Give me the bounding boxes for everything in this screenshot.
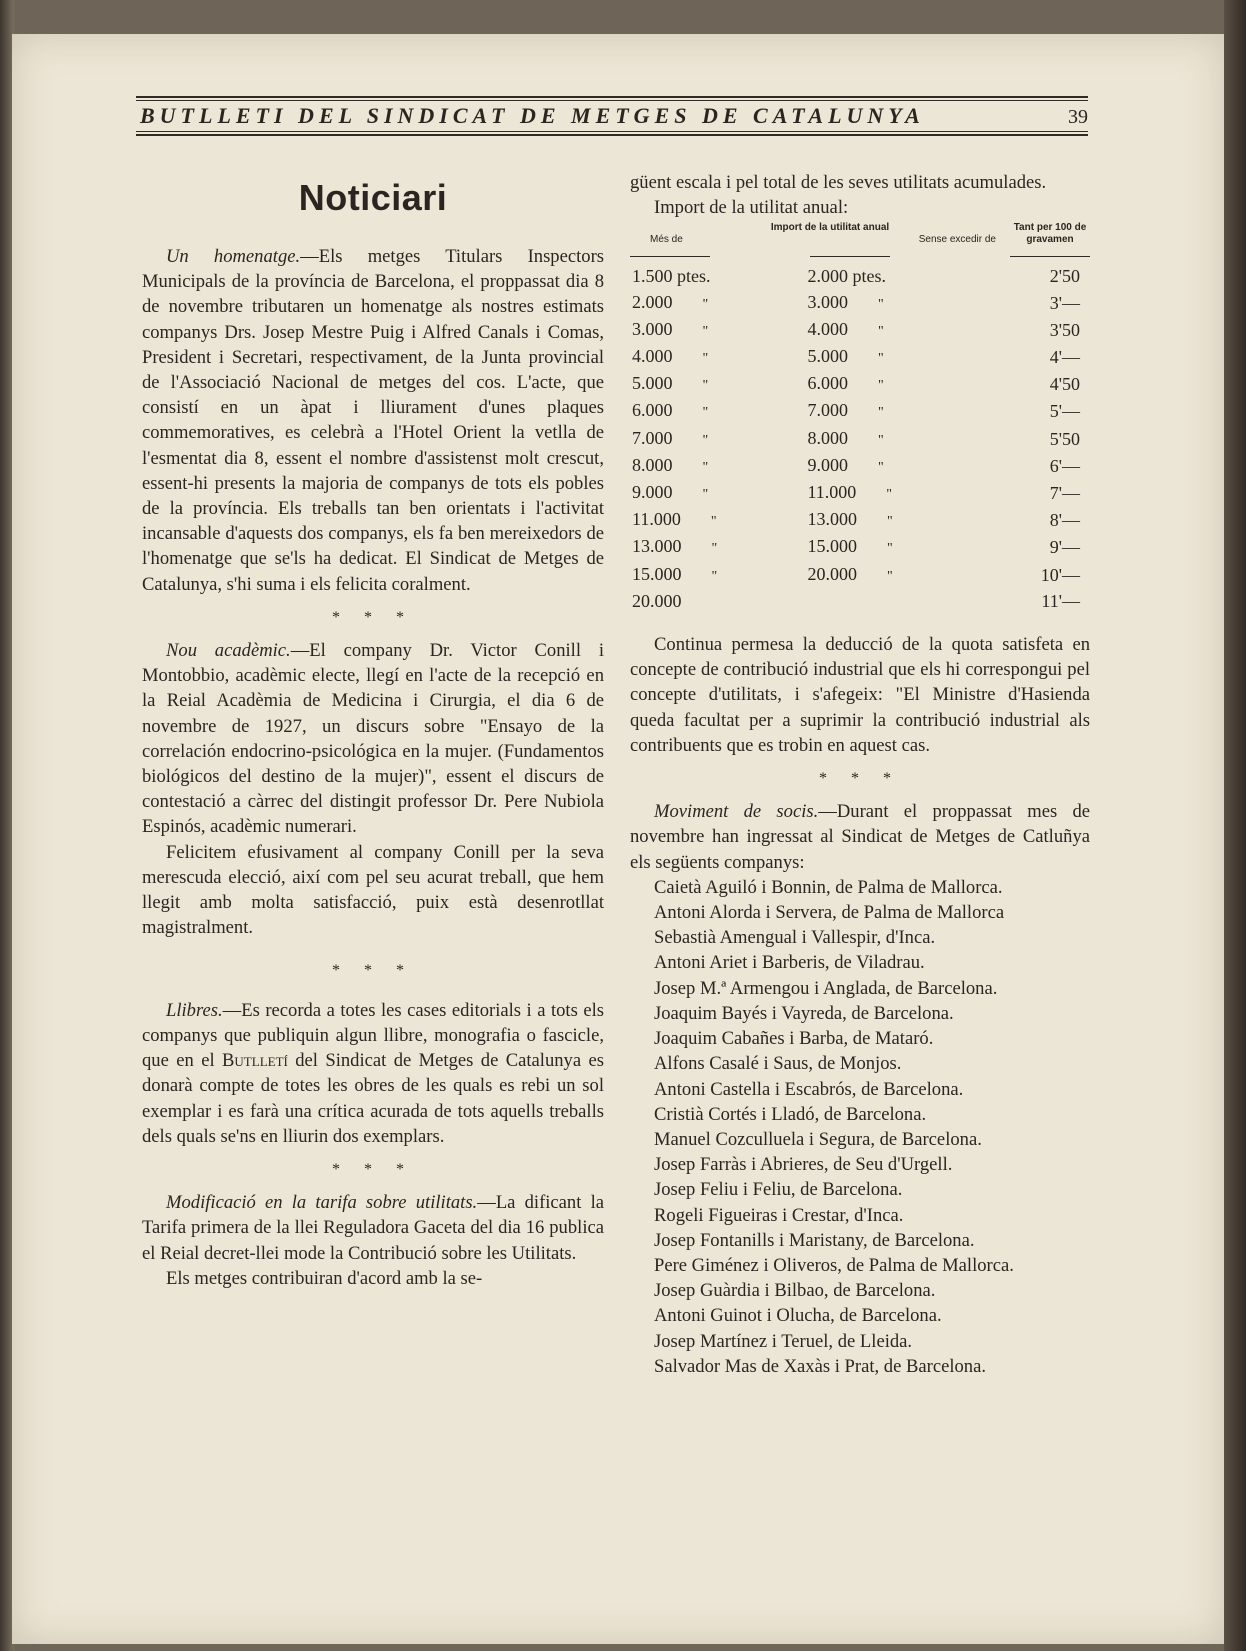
list-item: Josep Fontanills i Maristany, de Barcelona.: [654, 1229, 975, 1251]
rule: [630, 256, 710, 257]
cell-tant-per-100: 10'—: [1040, 564, 1080, 585]
journal-title: BUTLLETI DEL SINDICAT DE METGES DE CATALUNYA: [140, 103, 925, 128]
table-header-rules: [630, 246, 1090, 264]
article-head: Moviment de socis.: [654, 801, 819, 823]
ditto-mark: ": [711, 568, 718, 584]
cell-mes-de: 1.500 ptes.: [632, 266, 711, 287]
ditto-mark: ": [886, 514, 893, 530]
table-row: [630, 264, 1090, 289]
cell-tant-per-100: 3'—: [1049, 292, 1080, 313]
table-header-sense-excedir: Sense excedir de: [918, 234, 996, 246]
left-column: [142, 170, 604, 1291]
ditto-mark: ": [877, 351, 884, 367]
running-header: [136, 96, 1088, 136]
cell-mes-de: 3.000 ": [632, 318, 709, 339]
cell-sense-excedir: 9.000 ": [807, 454, 884, 475]
cell-tant-per-100: 11'—: [1041, 590, 1080, 611]
ditto-mark: ": [877, 405, 884, 421]
list-item: Manuel Cozculluela i Segura, de Barcelona.: [654, 1128, 982, 1150]
article-body: —El company Dr. Victor Conill i Montobbio, acadèmic electe, llegí en l'acte de la recepció en la Reial Acadèmia de Medicina i Cirurgia, el dia 6 de novembre de 1927, un discurs sobre "Ensayo de la correlación endocrino-psicológica en la mujer. (Fundamentos biológicos del destino de la mujer)", essent el discurs de contestació a càrrec del distingit professor Dr. Pere Nubiola Espinós, acadèmic numerari.: [142, 640, 604, 838]
ditto-mark: ": [710, 514, 717, 530]
cell-mes-de: 7.000 ": [632, 427, 709, 448]
list-item: Sebastià Amengual i Vallespir, d'Inca.: [654, 927, 936, 949]
list-item: Josep Martínez i Teruel, de Lleida.: [654, 1330, 913, 1352]
ditto-mark: ": [702, 487, 709, 503]
cell-mes-de: 15.000 ": [632, 563, 718, 584]
article-moviment: [630, 799, 1090, 875]
cell-sense-excedir: 15.000 ": [807, 536, 893, 557]
ditto-mark: ": [702, 378, 709, 394]
cell-sense-excedir: 4.000 ": [807, 318, 884, 339]
list-item: Antoni Castella i Escabrós, de Barcelona.: [654, 1078, 964, 1100]
ditto-mark: ": [886, 541, 893, 557]
article-homenatge: [142, 244, 604, 597]
cell-sense-excedir: 8.000 ": [807, 427, 884, 448]
continued-text: güent escala i pel total de les seves utilitats acumulades.: [630, 172, 1047, 193]
ditto-mark: ": [877, 432, 884, 448]
separator-stars: * * *: [819, 770, 901, 788]
table-header-main: Import de la utilitat anual: [770, 222, 890, 234]
separator-stars: * * *: [332, 608, 414, 626]
ditto-mark: ": [877, 296, 884, 312]
cell-sense-excedir: [807, 589, 1001, 614]
table-row: [630, 426, 1090, 453]
article-nou-academic: [142, 638, 604, 840]
cell-sense-excedir: 2.000 ptes.: [807, 266, 886, 287]
table-row: [630, 344, 1090, 371]
list-item: Josep Feliu i Feliu, de Barcelona.: [654, 1179, 903, 1201]
cell-sense-excedir: 5.000 ": [807, 346, 884, 367]
cell-tant-per-100: 9'—: [1049, 537, 1080, 558]
list-item: Pere Giménez i Oliveros, de Palma de Mallorca.: [654, 1254, 1014, 1276]
ditto-mark: ": [702, 323, 709, 339]
cell-sense-excedir: 11.000 ": [807, 482, 893, 503]
cell-sense-excedir: 3.000 ": [807, 291, 884, 312]
cell-mes-de: 20.000: [632, 590, 682, 611]
table-header-mes-de: Més de: [650, 234, 683, 246]
article-head: Llibres.: [166, 999, 223, 1021]
cell-tant-per-100: 3'50: [1049, 319, 1080, 340]
list-item: Josep Farràs i Abrieres, de Seu d'Urgell.: [654, 1154, 953, 1176]
list-item: Rogeli Figueiras i Crestar, d'Inca.: [654, 1204, 904, 1226]
page-number: 39: [1068, 106, 1088, 128]
article-body: del Sindicat de Metges de Catalunya es donarà compte de totes les obres de les quals es rebi un sol exemplar i es farà una crítica acurada de tots aquells treballs dels quals se'ns en lliurin dos exemplars.: [142, 1050, 604, 1147]
table-row: [630, 480, 1090, 507]
list-item: Josep M.ª Armengou i Anglada, de Barcelona.: [654, 977, 998, 999]
article-body: —Durant el proppassat mes de novembre han ingressat al Sindicat de Metges de Catluñya els següents companys:: [630, 801, 1090, 873]
table-row: [630, 453, 1090, 480]
ditto-mark: ": [702, 405, 709, 421]
header-rule-top: [136, 96, 1088, 98]
table-row: [630, 589, 1090, 614]
separator-stars: * * *: [332, 1160, 414, 1178]
cell-tant-per-100: 2'50: [1049, 266, 1080, 287]
list-item: Josep Guàrdia i Bilbao, de Barcelona.: [654, 1280, 936, 1302]
cell-mes-de: 11.000 ": [632, 509, 717, 530]
list-item: Antoni Ariet i Barberis, de Viladrau.: [654, 952, 925, 974]
import-label: Import de la utilitat anual:: [654, 197, 849, 219]
table-row: [630, 290, 1090, 317]
cell-tant-per-100: 7'—: [1049, 483, 1080, 504]
cell-tant-per-100: 6'—: [1049, 455, 1080, 476]
list-item: Salvador Mas de Xaxàs i Prat, de Barcelona.: [654, 1355, 987, 1377]
section-title: Noticiari: [298, 177, 448, 218]
header-rule-bottom: [136, 134, 1088, 136]
article-paragraph: Els metges contribuiran d'acord amb la se-: [166, 1267, 483, 1289]
cell-tant-per-100: 5'50: [1049, 428, 1080, 449]
cell-tant-per-100: 4'—: [1049, 347, 1080, 368]
article-head: Modificació en la tarifa sobre utilitats.: [166, 1192, 478, 1214]
list-item: Antoni Alorda i Servera, de Palma de Mallorca: [654, 902, 1005, 924]
cell-mes-de: 4.000 ": [632, 346, 709, 367]
cell-sense-excedir: 13.000 ": [807, 509, 893, 530]
table-row: [630, 371, 1090, 398]
list-item: Joaquim Cabañes i Barba, de Mataró.: [654, 1028, 934, 1050]
cell-mes-de: 13.000 ": [632, 536, 718, 557]
ditto-mark: ": [702, 351, 709, 367]
butlleti-name: Butlletí: [222, 1050, 288, 1072]
list-item: Alfons Casalé i Saus, de Monjos.: [654, 1053, 902, 1075]
table-row: [630, 507, 1090, 534]
ditto-mark: ": [711, 541, 718, 557]
cell-sense-excedir: 7.000 ": [807, 400, 884, 421]
table-header-tant-per-100: Tant per 100 de: [1013, 222, 1087, 234]
tax-scale-table: [630, 264, 1090, 614]
cell-mes-de: 6.000 ": [632, 400, 709, 421]
cell-tant-per-100: 4'50: [1049, 374, 1080, 395]
list-item: Cristià Cortés i Lladó, de Barcelona.: [654, 1103, 927, 1125]
separator-stars: * * *: [332, 962, 414, 980]
article-head: Nou acadèmic.: [166, 640, 291, 662]
ditto-mark: ": [877, 459, 884, 475]
rule: [810, 256, 890, 257]
cell-mes-de: 2.000 ": [632, 291, 709, 312]
article-paragraph: Felicitem efusivament al company Conill per la seva merescuda elecció, així com pel seu acurat treball, que hem llegit amb molta satisfacció, puix està desenrotllat magistralment.: [142, 841, 604, 939]
ditto-mark: ": [886, 487, 893, 503]
cell-tant-per-100: 5'—: [1049, 401, 1080, 422]
cell-mes-de: 8.000 ": [632, 454, 709, 475]
article-body: —Els metges Titulars Inspectors Municipals de la província de Barcelona, el proppassat dia 8 de novembre tributaren un homenatge als nostres estimats companys Drs. Josep Mestre Puig i Alfred Canals i Comas, President i Secretari, respectivament, de la Junta provincial de l'Associació Nacional de metges del cos. L'acte, que consistí en un àpat i lliurament d'unes plaques commemoratives, es celebrà a l'Hotel Orient la vetlla de l'esmentat dia 8, essent el nombre d'assistenst molt crescut, essent-hi presents la majoria de companys de tots els pobles de la província. Els treballs tan ben orientats i l'activitat incansable d'aquests dos companys, els fa ben mereixedors de l'homenatge que se'ls ha dedicat. El Sindicat de Metges de Catalunya, s'hi suma i els felicita coralment.: [142, 246, 605, 595]
article-head: Un homenatge.: [166, 246, 301, 267]
list-item: Caietà Aguiló i Bonnin, de Palma de Mallorca.: [654, 876, 1003, 898]
article-body: —La dificant la Tarifa primera de la llei Reguladora Gaceta del dia 16 publica el Reial decret-llei mode la Contribució sobre les Utilitats.: [142, 1192, 604, 1264]
table-header: [630, 222, 1090, 246]
ditto-mark: ": [877, 378, 884, 394]
page-edge-right: [1224, 0, 1246, 1651]
cell-tant-per-100: 8'—: [1049, 510, 1080, 531]
cell-mes-de: 9.000 ": [632, 482, 709, 503]
ditto-mark: ": [877, 323, 884, 339]
article-llibres: [142, 998, 604, 1149]
ditto-mark: ": [702, 459, 709, 475]
table-header-gravamen: gravamen: [1026, 234, 1074, 246]
article-body: —Es recorda a totes les cases editorials i a tots els companys que publiquin algun llibre, monografia o fascicle, que en el: [142, 999, 604, 1072]
header-rule-bottom-thin: [136, 131, 1088, 132]
table-row: [630, 534, 1090, 561]
header-bar: [136, 101, 1088, 131]
right-column: [630, 170, 1090, 1379]
list-item: Joaquim Bayés i Vayreda, de Barcelona.: [654, 1002, 954, 1024]
table-row: [630, 562, 1090, 589]
cell-sense-excedir: 6.000 ": [807, 373, 884, 394]
table-row: [630, 317, 1090, 344]
cell-sense-excedir: 20.000 ": [807, 563, 893, 584]
rule: [1010, 256, 1090, 257]
table-row: [630, 398, 1090, 425]
cell-mes-de: 5.000 ": [632, 373, 709, 394]
deduccio-paragraph: Continua permesa la deducció de la quota satisfeta en concepte de contribució industrial que els hi correspongui pel concepte d'utilitats, i s'afegeix: "El Ministre d'Hasienda queda facultat per a suprimir la contribució industrial als contribuents que es trobin en aquest cas.: [630, 634, 1090, 756]
ditto-mark: ": [702, 432, 709, 448]
member-list: [630, 875, 1090, 1379]
ditto-mark: ": [886, 568, 893, 584]
list-item: Antoni Guinot i Olucha, de Barcelona.: [654, 1305, 942, 1327]
article-tarifa: [142, 1190, 604, 1266]
ditto-mark: ": [702, 296, 709, 312]
